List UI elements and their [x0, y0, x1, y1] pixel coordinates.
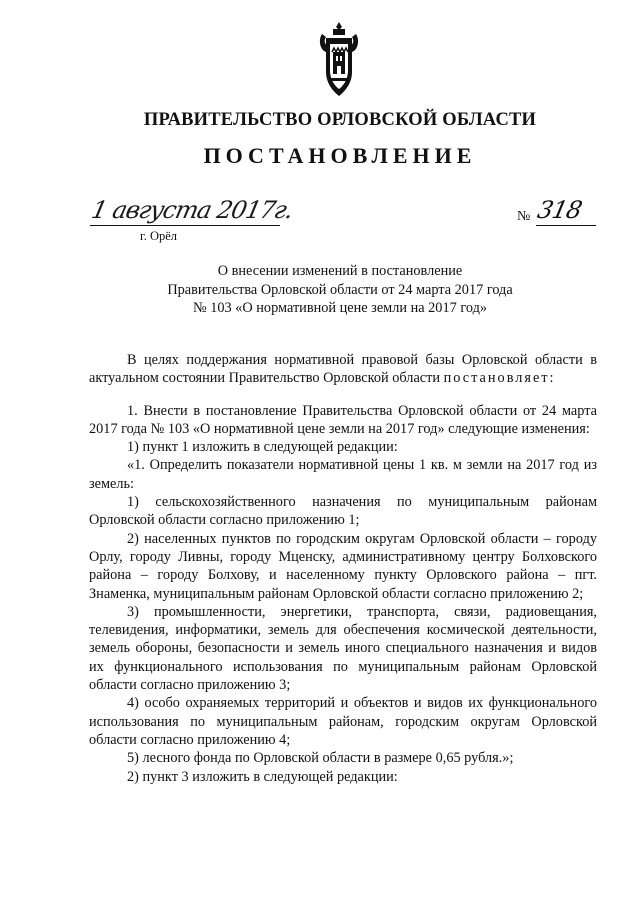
- list-item-5: 5) лесного фонда по Орловской области в размере 0,65 рубля.»;: [127, 750, 514, 767]
- subject-line: № 103 «О нормативной цене земли на 2017 год»: [193, 300, 487, 316]
- coat-of-arms-icon: [316, 20, 362, 100]
- document-date: 1 августа 2017г.: [89, 196, 296, 224]
- paragraph-1-1-text: «1. Определить показатели нормативной цены 1 кв. м земли на 2017 год из земель:: [89, 457, 597, 492]
- intro-text: В целях поддержания нормативной правовой базы Орловской области в актуальном состоянии Правительство Орловской области: [89, 352, 597, 387]
- list-item-1: 1) сельскохозяйственного назначения по муниципальным районам Орловской области согласно приложению 1;: [89, 494, 597, 529]
- intro-verb: постановляет:: [443, 370, 556, 387]
- paragraph-1: 1. Внести в постановление Правительства Орловской области от 24 марта 2017 года № 103 «О нормативной цене земли на 2017 год» следующие изменения:: [89, 402, 597, 437]
- document-type: ПОСТАНОВЛЕНИЕ: [203, 143, 477, 168]
- intro-paragraph: [89, 351, 597, 388]
- paragraph-1-2: 2) пункт 3 изложить в следующей редакции:: [127, 768, 398, 785]
- document-body: [89, 351, 597, 786]
- list-item-2: 2) населенных пунктов по городским округам Орловской области – городу Орлу, городу Ливны, городу Мценску, административному центру Болховского района – городу Болхову, и населенному пункту Орловского района – пгт. Знаменка, муниципальным районам Орловской области согласно приложению 2;: [89, 530, 597, 602]
- list-item-4: 4) особо охраняемых территорий и объектов и видов их функционального использования по муниципальным районам, городским округам Орловской области согласно приложению 4;: [89, 695, 597, 748]
- paragraph-1-1: 1) пункт 1 изложить в следующей редакции:: [127, 439, 398, 456]
- subject-line: Правительства Орловской области от 24 марта 2017 года: [167, 281, 513, 298]
- list-item-3: 3) промышленности, энергетики, транспорта, связи, радиовещания, телевидения, информатики, земель для обеспечения космической деятельности, земель обороны, безопасности и земель иного специального назначения и видов их функционального использования по муниципальным районам Орловской области согласно приложению 3;: [89, 603, 597, 694]
- government-title: ПРАВИТЕЛЬСТВО ОРЛОВСКОЙ ОБЛАСТИ: [143, 110, 537, 130]
- date-underline: [90, 225, 280, 226]
- document-subject: [0, 262, 640, 318]
- document-city: г. Орёл: [140, 229, 178, 243]
- document-number: 318: [535, 196, 584, 224]
- number-underline: [536, 225, 596, 226]
- subject-line: О внесении изменений в постановление: [217, 263, 463, 279]
- number-label: №: [517, 209, 531, 224]
